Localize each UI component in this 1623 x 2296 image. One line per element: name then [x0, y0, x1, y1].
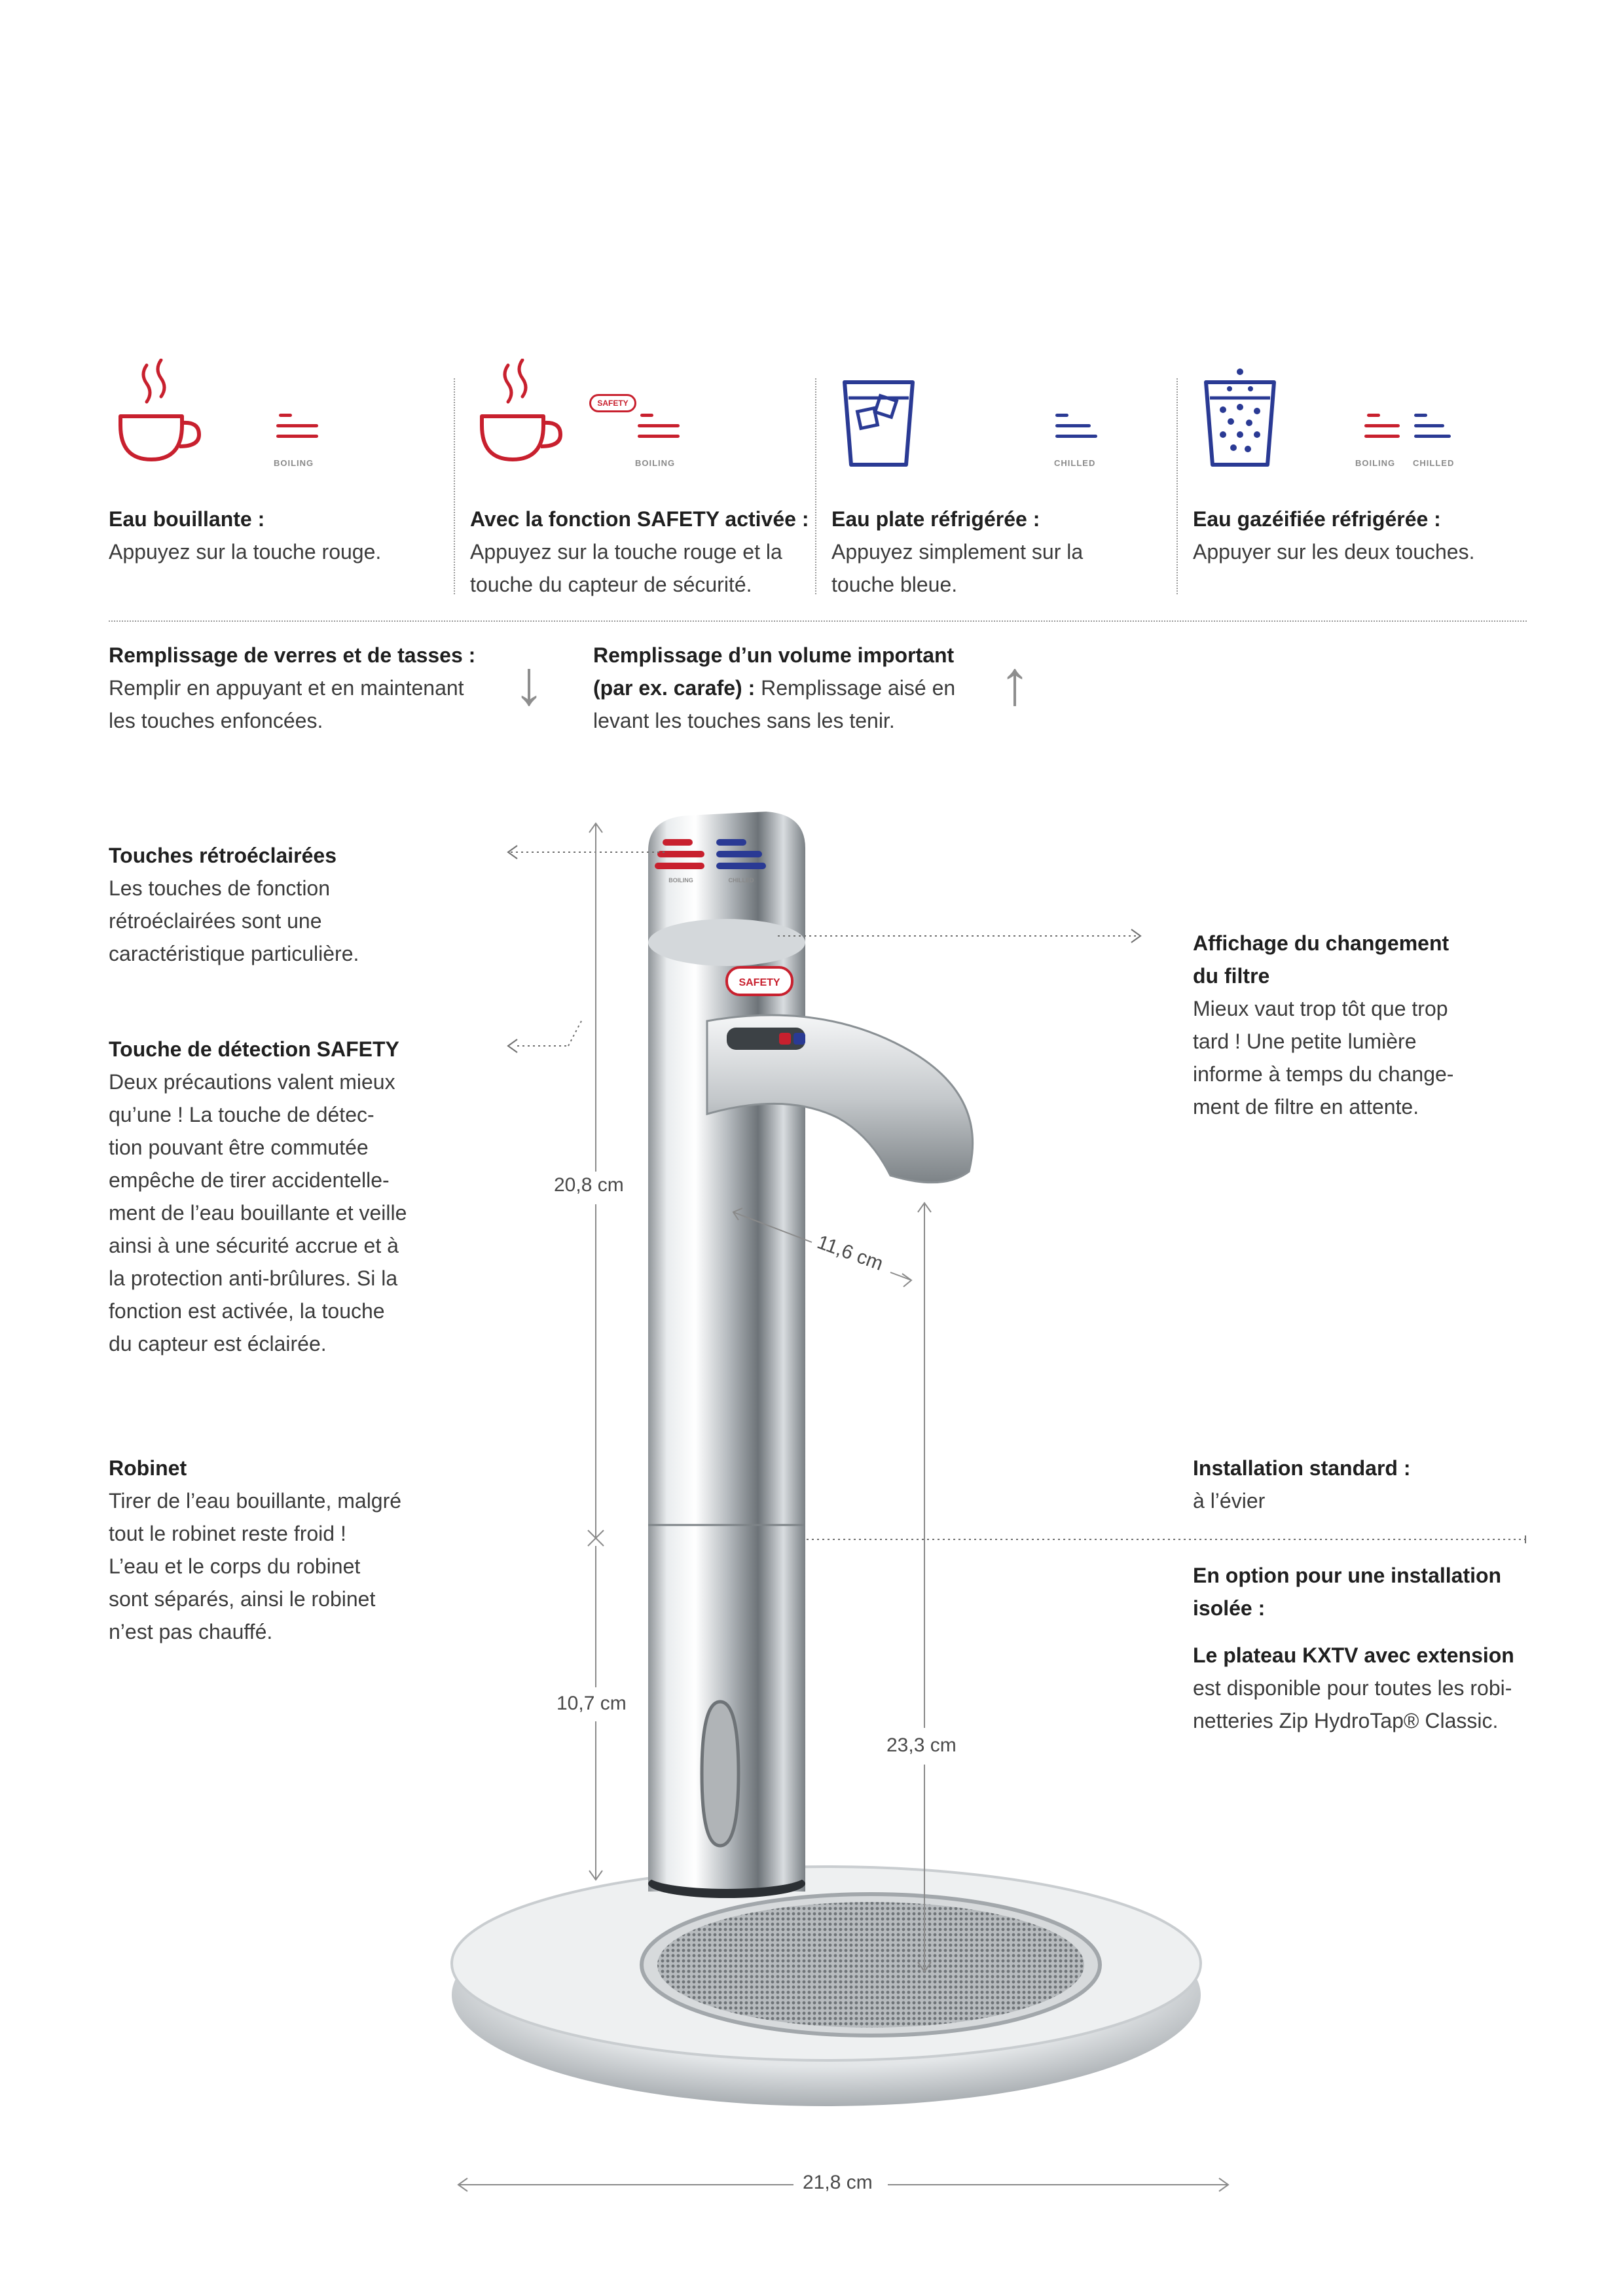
feature-title: Robinet [109, 1456, 187, 1480]
sparkling-glass-icon [1201, 367, 1279, 471]
column-divider [454, 378, 455, 594]
fill-text: les touches enfoncées. [109, 709, 323, 732]
dim-spout-height: 23,3 cm [886, 1734, 957, 1756]
dim-height-lower: 10,7 cm [556, 1693, 627, 1714]
feature-text: la protection anti-brûlures. Si la [109, 1266, 398, 1290]
mode-text: Appuyer sur les deux touches. [1193, 540, 1475, 564]
fill-text: Remplissage aisé en [755, 676, 956, 700]
feature-title: Touche de détection SAFETY [109, 1037, 399, 1061]
feature-text: ainsi à une sécurité accrue et à [109, 1234, 399, 1257]
feature-title: Touches rétroéclairées [109, 844, 337, 867]
feature-text: Mieux vaut trop tôt que trop [1193, 997, 1448, 1020]
feature-title: du filtre [1193, 964, 1270, 988]
fill-text: Remplir en appuyant et en maintenant [109, 676, 464, 700]
fill-text [593, 672, 955, 704]
feature-text: ment de filtre en attente. [1193, 1095, 1419, 1119]
tap-key-label-right: CHILLED [728, 877, 754, 884]
column-divider [815, 378, 816, 594]
feature-text: tion pouvant être commutée [109, 1136, 369, 1159]
mode-title: Avec la fonction SAFETY activée : [470, 507, 809, 531]
mode-text: Appuyez simplement sur la [831, 540, 1084, 564]
feature-text: informe à temps du change- [1193, 1062, 1454, 1086]
feature-text: sont séparés, ainsi le robinet [109, 1587, 376, 1611]
steaming-cup-icon [477, 359, 568, 470]
feature-text: du capteur est éclairée. [109, 1332, 327, 1355]
fill-title: Remplissage de verres et de tasses : [109, 643, 476, 667]
feature-text: est disponible pour toutes les robi- [1193, 1676, 1512, 1700]
feature-text: qu’une ! La touche de détec- [109, 1103, 374, 1126]
feature-text: caractéristique particulière. [109, 942, 359, 965]
mode-title: Eau gazéifiée réfrigérée : [1193, 507, 1441, 531]
mode-text: touche du capteur de sécurité. [470, 573, 752, 596]
arrow-up-icon: ↑ [999, 648, 1030, 718]
feature-title: Affichage du changement [1193, 931, 1450, 955]
feature-text: fonction est activée, la touche [109, 1299, 385, 1323]
feature-text: L’eau et le corps du robinet [109, 1554, 361, 1578]
mode-text: touche bleue. [831, 573, 958, 596]
feature-title: Installation standard : [1193, 1456, 1411, 1480]
key-label: CHILLED [1413, 458, 1455, 468]
feature-text: Les touches de fonction [109, 876, 331, 900]
feature-title: En option pour une installation [1193, 1564, 1502, 1587]
tap-key-label-left: BOILING [668, 877, 693, 884]
feature-title: isolée : [1193, 1596, 1266, 1620]
feature-text: n’est pas chauffé. [109, 1620, 273, 1643]
product-illustration [0, 785, 1623, 2225]
ice-glass-icon [839, 378, 918, 470]
fill-title: (par ex. carafe) : [593, 676, 756, 700]
safety-badge: SAFETY [589, 394, 636, 412]
feature-text: Deux précautions valent mieux [109, 1070, 395, 1094]
feature-text: à l’évier [1193, 1489, 1266, 1513]
steaming-cup-icon [115, 359, 207, 470]
fill-text: levant les touches sans les tenir. [593, 709, 895, 732]
arrow-down-icon: ↓ [513, 648, 545, 718]
mode-title: Eau bouillante : [109, 507, 265, 531]
drip-tray [452, 1867, 1201, 2106]
key-label: BOILING [1355, 458, 1396, 468]
key-label: BOILING [274, 458, 314, 468]
feature-title: Le plateau KXTV avec extension [1193, 1643, 1514, 1667]
feature-text: netteries Zip HydroTap® Classic. [1193, 1709, 1499, 1732]
feature-text: Tirer de l’eau bouillante, malgré [109, 1489, 402, 1513]
section-divider [109, 620, 1527, 622]
mode-text: Appuyez sur la touche rouge. [109, 540, 382, 564]
dim-height-upper: 20,8 cm [554, 1174, 624, 1196]
feature-text: tard ! Une petite lumière [1193, 1030, 1417, 1053]
tap-safety-label: SAFETY [739, 977, 780, 988]
dim-base-width: 21,8 cm [803, 2172, 873, 2193]
feature-text: ment de l’eau bouillante et veille [109, 1201, 407, 1225]
key-label: CHILLED [1054, 458, 1096, 468]
fill-title: Remplissage d’un volume important [593, 643, 955, 667]
feature-text: rétroéclairées sont une [109, 909, 322, 933]
mode-title: Eau plate réfrigérée : [831, 507, 1040, 531]
feature-text: tout le robinet reste froid ! [109, 1522, 346, 1545]
feature-text: empêche de tirer accidentelle- [109, 1168, 390, 1192]
mode-text: Appuyez sur la touche rouge et la [470, 540, 782, 564]
dim-spout-reach: 11,6 cm [814, 1231, 886, 1275]
key-label: BOILING [635, 458, 676, 468]
column-divider [1176, 378, 1178, 594]
